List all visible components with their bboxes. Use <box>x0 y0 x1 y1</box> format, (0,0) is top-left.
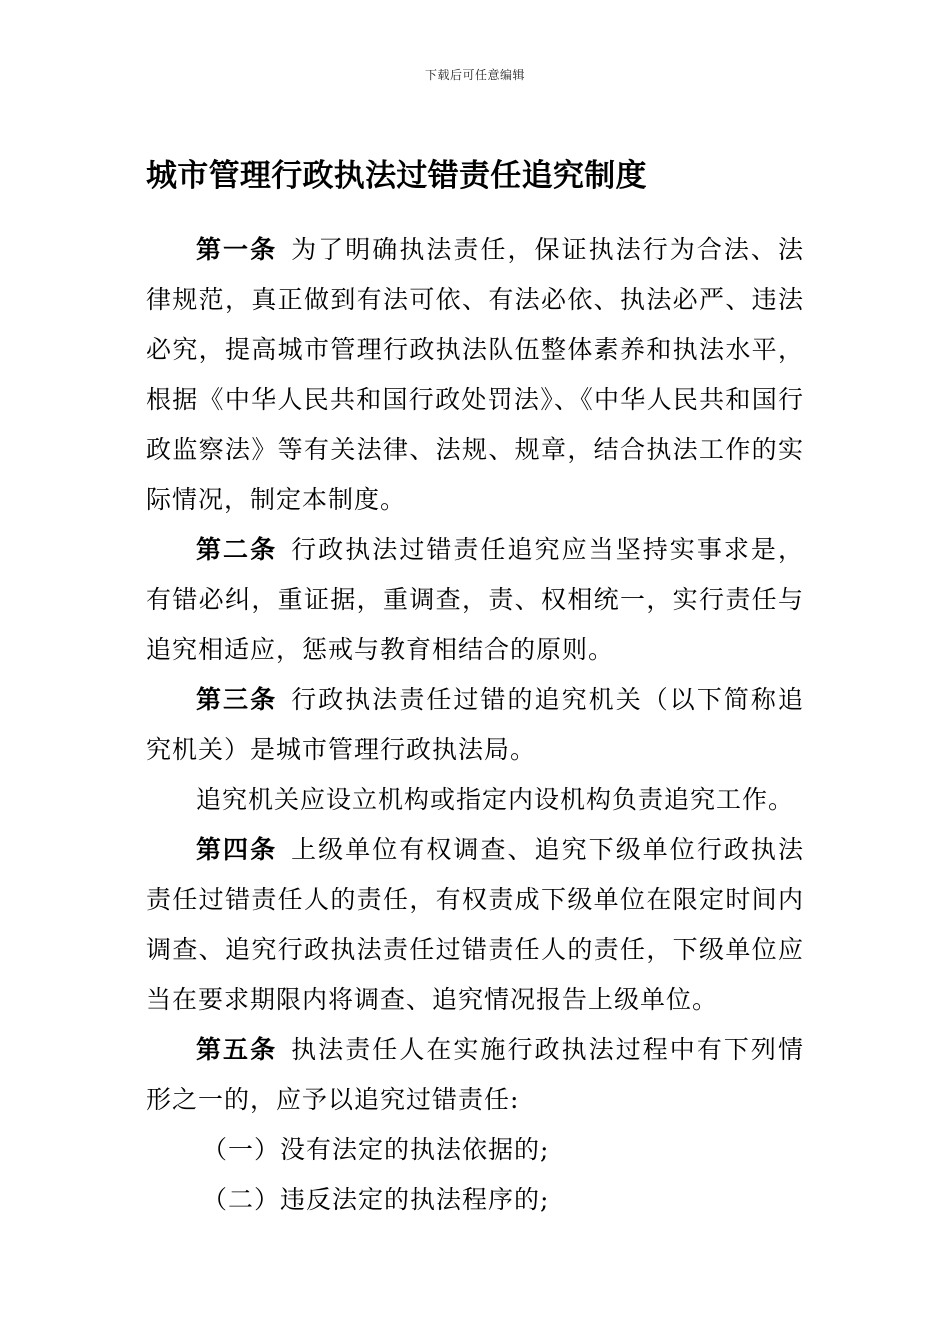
list-item: （二）违反法定的执法程序的; <box>202 1185 550 1214</box>
list-item: （一）没有法定的执法依据的; <box>202 1135 550 1164</box>
article-2 <box>146 525 804 675</box>
article-label: 第二条 <box>196 535 278 564</box>
document-title: 城市管理行政执法过错责任追究制度 <box>146 158 647 194</box>
article-text: 行政执法过错责任追究应当坚持实事求是，有错必纠，重证据，重调查，责、权相统一，实行责任与追究相适应，惩戒与教育相结合的原则。 <box>146 535 804 664</box>
article-text: 执法责任人在实施行政执法过程中有下列情形之一的，应予以追究过错责任: <box>146 1035 804 1114</box>
article-3 <box>146 675 804 775</box>
article-text: 上级单位有权调查、追究下级单位行政执法责任过错责任人的责任，有权责成下级单位在限定时间内调查、追究行政执法责任过错责任人的责任，下级单位应当在要求期限内将调查、追究情况报告上级单位。 <box>146 835 804 1014</box>
article-1 <box>146 225 804 525</box>
article-text: 追究机关应设立机构或指定内设机构负责追究工作。 <box>196 785 795 814</box>
article-text: 为了明确执法责任，保证执法行为合法、法律规范，真正做到有法可依、有法必依、执法必严、违法必究，提高城市管理行政执法队伍整体素养和执法水平，根据《中华人民共和国行政处罚法》、《中华人民共和国行政监察法》等有关法律、法规、规章，结合执法工作的实际情况，制定本制度。 <box>146 235 804 514</box>
article-3-continuation <box>146 775 804 825</box>
article-label: 第一条 <box>196 235 278 264</box>
article-5 <box>146 1025 804 1125</box>
article-4 <box>146 825 804 1025</box>
article-text: 行政执法责任过错的追究机关（以下简称追究机关）是城市管理行政执法局。 <box>146 685 804 764</box>
document-body <box>146 225 804 1225</box>
header-note: 下载后可任意编辑 <box>424 68 525 82</box>
article-label: 第五条 <box>196 1035 278 1064</box>
article-label: 第四条 <box>196 835 278 864</box>
article-label: 第三条 <box>196 685 278 714</box>
